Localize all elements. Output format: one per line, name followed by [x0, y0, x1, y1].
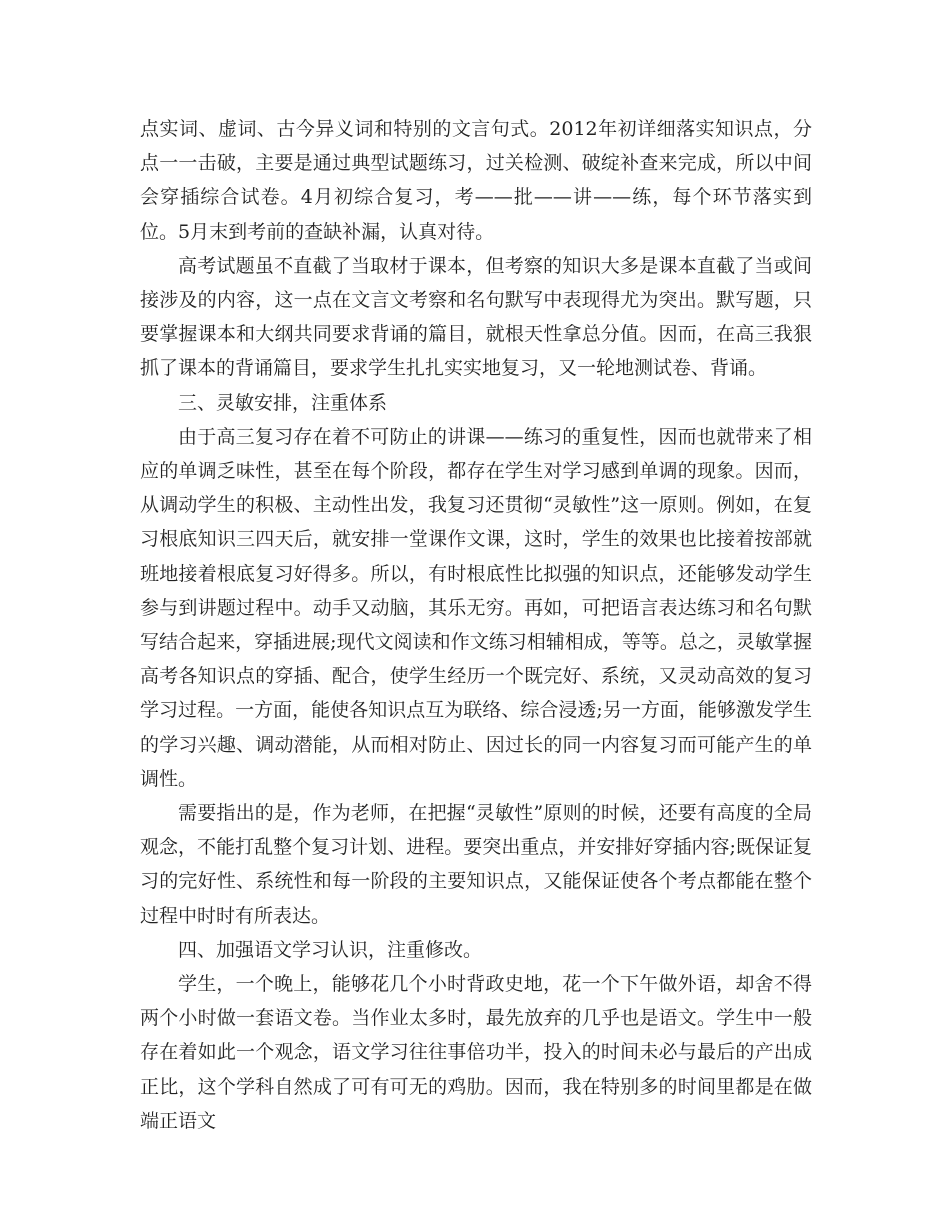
section-heading-flexible-arrangement: 三、灵敏安排，注重体系 — [178, 391, 388, 414]
paragraph-student-attitude: 学生，一个晚上，能够花几个小时背政史地，花一个下午做外语，却舍不得两个小时做一套语文卷。当作业太多时，最先放弃的几乎也是语文。学生中一般存在着如此一个观念，语文学习往往事倍功半，投入的时间未必与最后的产出成正比，这个学科自然成了可有可无的鸡肋。因而，我在特别多的时间里都是在做端正语文 — [140, 973, 812, 1132]
paragraph-textbook-recitation: 高考试题虽不直截了当取材于课本，但考察的知识大多是课本直截了当或间接涉及的内容，这一点在文言文考察和名句默写中表现得尤为突出。默写题，只要掌握课本和大纲共同要求背诵的篇目，就根天性拿总分值。因而，在高三我狠抓了课本的背诵篇目，要求学生扎扎实实地复习，又一轮地测试卷、背诵。 — [140, 254, 812, 380]
document-body — [140, 112, 812, 1138]
section-heading-chinese-awareness: 四、加强语文学习认识，注重修改。 — [178, 938, 483, 961]
paragraph-flexibility-principle: 由于高三复习存在着不可防止的讲课——练习的重复性，因而也就带来了相应的单调乏味性，甚至在每个阶段，都存在学生对学习感到单调的现象。因而，从调动学生的积极、主动性出发，我复习还贯彻“灵敏性”这一原则。例如，在复习根底知识三四天后，就安排一堂课作文课，这时，学生的效果也比接着按部就班地接着根底复习好得多。所以，有时根底性比拟强的知识点，还能够发动学生参与到讲题过程中。动手又动脑，其乐无穷。再如，可把语言表达练习和名句默写结合起来，穿插进展;现代文阅读和作文练习相辅相成，等等。总之，灵敏掌握高考各知识点的穿插、配合，使学生经历一个既完好、系统，又灵动高效的复习学习过程。一方面，能使各知识点互为联络、综合浸透;另一方面，能够激发学生的学习兴趣、调动潜能，从而相对防止、因过长的同一内容复习而可能产生的单调性。 — [140, 425, 812, 790]
paragraph-continued: 点实词、虚词、古今异义词和特别的文言句式。2012年初详细落实知识点，分点一一击破，主要是通过典型试题练习，过关检测、破绽补查来完成，所以中间会穿插综合试卷。4月初综合复习，考——批——讲——练，每个环节落实到位。5月末到考前的查缺补漏，认真对待。 — [140, 118, 812, 243]
paragraph-teacher-note: 需要指出的是，作为老师，在把握“灵敏性”原则的时候，还要有高度的全局观念，不能打乱整个复习计划、进程。要突出重点，并安排好穿插内容;既保证复习的完好性、系统性和每一阶段的主要知识点，又能保证使各个考点都能在整个过程中时时有所表达。 — [140, 802, 812, 927]
